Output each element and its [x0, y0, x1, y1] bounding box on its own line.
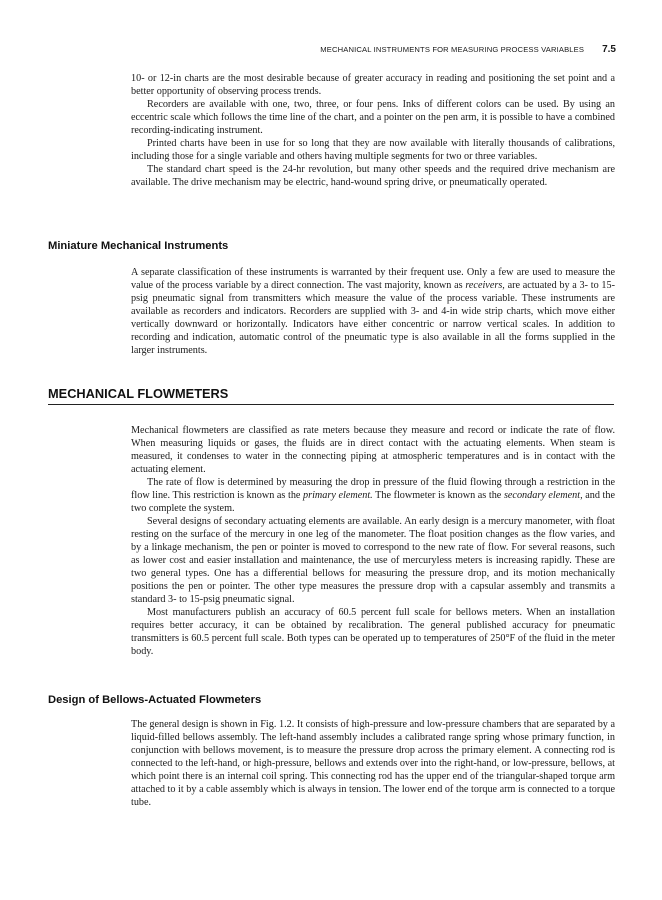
running-header [283, 44, 616, 55]
paragraph: Most manufacturers publish an accuracy of 60.5 percent full scale for bellows meters. When an installation requires better accuracy, it can be obtained by recalibration. The general published accuracy for pneumatic transmitters is 60.5 percent full scale. Both types can be operated up to temperatures of 250°F of the fluid in the meter body. [131, 607, 615, 657]
section-heading-bellows: Design of Bellows-Actuated Flowmeters [48, 694, 262, 706]
section-heading-flowmeters: MECHANICAL FLOWMETERS [48, 386, 614, 405]
term-secondary-element: secondary element, [503, 490, 583, 501]
flowmeters-section [131, 424, 615, 658]
paragraph: The general design is shown in Fig. 1.2. It consists of high-pressure and low-pressure chambers that are separated by a liquid-filled bellows assembly. The left-hand assembly includes a calibrated range spring whose primary function, in conjunction with bellows movement, is to measure the pressure drop across the primary element. A connecting rod is connected to the left-hand, or high-pressure, bellows and extends over into the right-hand, or low-pressure, bellows, at which point there is an internal coil spring. This connecting rod has the upper end of the triangular-shaped torque arm attached to it by a cable assembly which is always in tension. The lower end of the torque arm is connected to a torque tube. [131, 719, 615, 808]
text-run: A separate classification of these instruments is warranted by their frequent use. Only a few are used to measure the value of the process variable by a direct connection. The vast majority, known as [131, 267, 615, 291]
running-header-title: MECHANICAL INSTRUMENTS FOR MEASURING PROCESS VARIABLES [320, 45, 585, 54]
intro-section [131, 72, 615, 189]
miniature-section [131, 266, 615, 357]
paragraph: The standard chart speed is the 24-hr revolution, but many other speeds and the required drive mechanism are available. The drive mechanism may be electric, hand-wound spring drive, or pneumatically operated. [131, 164, 615, 188]
paragraph: Recorders are available with one, two, three, or four pens. Inks of different colors can be used. By using an eccentric scale which follows the time line of the chart, and a pointer on the pen arm, it is possible to have a combined recording-indicating instrument. [131, 99, 615, 136]
paragraph [131, 476, 615, 515]
text-run: and the two complete the system. [131, 490, 616, 514]
text-run: are actuated by a 3- to 15-psig pneumatic signal from transmitters which measure the value of the process variable. These instruments are available as recorders and indicators. Recorders are supplied with 3- and 4-in wide strip charts, which move either vertically downward or horizontally. Indicators have either concentric or narrow vertical scales. In addition to recording and indication, automatic control of the pneumatic type is also available in all the forms supplied in the larger instruments. [131, 280, 615, 356]
term-primary-element: primary element. [303, 490, 373, 501]
page-number: 7.5 [602, 44, 616, 55]
paragraph: Mechanical flowmeters are classified as rate meters because they measure and record or indicate the rate of flow. When measuring liquids or gases, the fluids are in direct contact with the actuating elements. When steam is measured, it condenses to water in the connecting piping at atmospheric temperatures and is in contact with the actuating element. [131, 425, 615, 475]
section-heading-miniature: Miniature Mechanical Instruments [48, 240, 229, 252]
paragraph: Several designs of secondary actuating elements are available. An early design is a mercury manometer, with float resting on the surface of the mercury in one leg of the manometer. The float position changes as the flow varies, and by a linkage mechanism, the pen or pointer is moved to correspond to the new rate of flow. For several reasons, such as lower cost and easier installation and maintenance, the use of mercuryless meters is increasing rapidly. These are two general types. One has a differential bellows for measuring the pressure drop, and its motion mechanically positions the pen or pointer. The other type measures the pressure drop with a capsular assembly and transmits a standard 3- to 15-psig pneumatic signal. [131, 516, 615, 605]
term-receivers: receivers, [465, 280, 505, 291]
text-run: The flowmeter is known as the [372, 490, 504, 501]
paragraph [131, 266, 615, 357]
text-run: The rate of flow is determined by measuring the drop in pressure of the fluid flowing through a restriction in the flow line. This restriction is known as the [131, 477, 615, 501]
bellows-section [131, 718, 615, 809]
paragraph: 10- or 12-in charts are the most desirable because of greater accuracy in reading and positioning the set point and a better opportunity of observing process trends. [131, 73, 615, 97]
paragraph: Printed charts have been in use for so long that they are now available with literally thousands of calibrations, including those for a single variable and others having multiple segments for two or three variables. [131, 138, 615, 162]
